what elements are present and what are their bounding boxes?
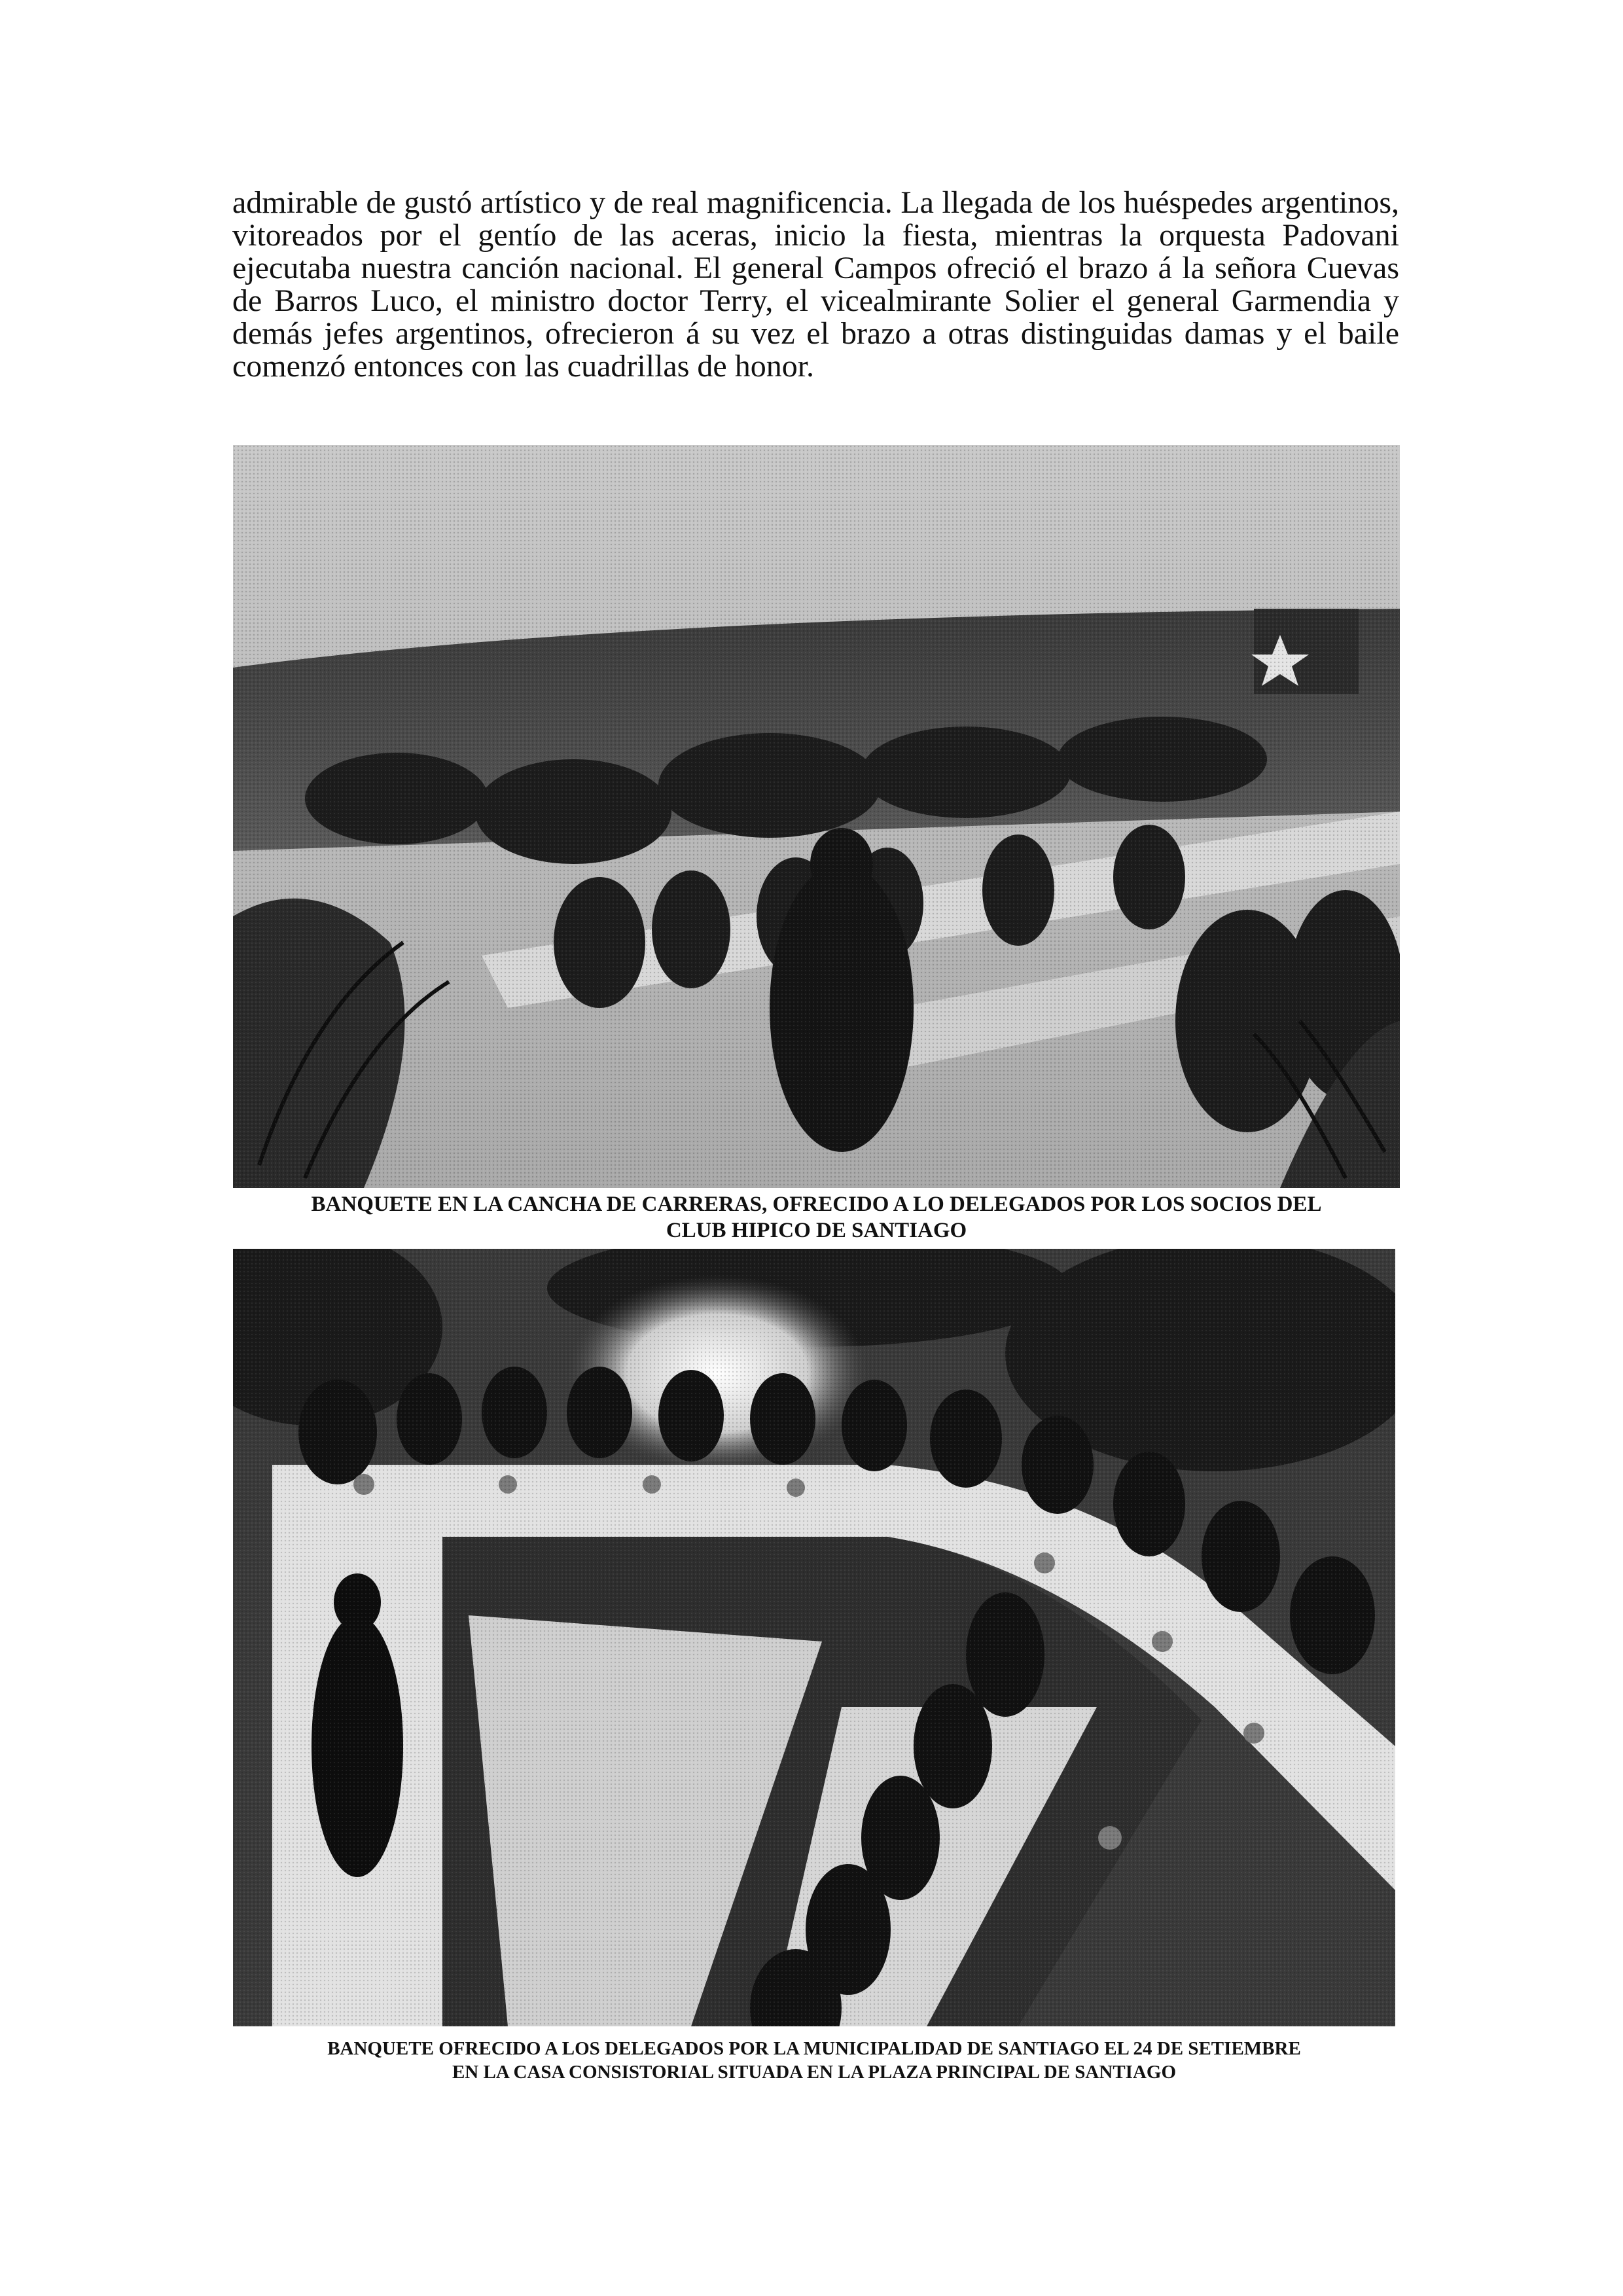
caption-line: CLUB HIPICO DE SANTIAGO <box>666 1219 967 1242</box>
caption-line: BANQUETE EN LA CANCHA DE CARRERAS, OFRECIDO A LO DELEGADOS POR LOS SOCIOS DEL <box>311 1193 1322 1216</box>
body-paragraph: admirable de gustó artístico y de real magnificencia. La llegada de los huéspedes argentinos, vitoreados por el gentío de las aceras, inicio la fiesta, mientras la orquesta Padovani ejecutaba nuestra canción nacional. El general Campos ofreció el brazo á la señora Cuevas de Barros Luco, el ministro doctor Terry, el vicealmirante Solier el general Garmendia y demás jefes argentinos, ofrecieron á su vez el brazo a otras distinguidas damas y el baile comenzó entonces con las cuadrillas de honor. <box>232 185 1399 384</box>
figure-caption <box>233 2037 1395 2084</box>
banquet-race-track-photo <box>233 445 1400 1188</box>
caption-line: EN LA CASA CONSISTORIAL SITUADA EN LA PLAZA PRINCIPAL DE SANTIAGO <box>452 2062 1177 2083</box>
figure-caption <box>233 1191 1400 1244</box>
caption-line: BANQUETE OFRECIDO A LOS DELEGADOS POR LA MUNICIPALIDAD DE SANTIAGO EL 24 DE SETIEMBRE <box>327 2038 1301 2059</box>
banquet-casa-consistorial-photo <box>233 1249 1395 2026</box>
